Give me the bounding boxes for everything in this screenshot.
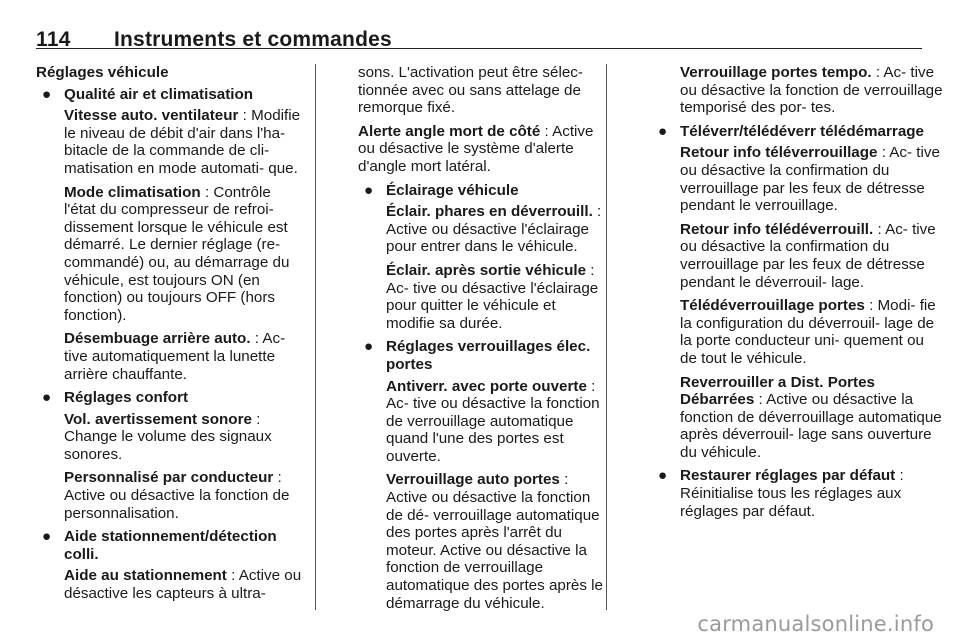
paragraph [652,221,944,291]
term: Éclair. après sortie véhicule [386,261,587,279]
page-title: Instruments et commandes [114,28,392,51]
bullet-title: Restaurer réglages par défaut [680,467,896,485]
description: : Change le volume des signaux sonores. [64,410,272,463]
paragraph [358,123,604,176]
paragraph [36,567,304,602]
paragraph [652,374,944,462]
description: : Contrôle l'état du compresseur de refroi- dissement lorsque le véhicule est démarré. Le dernier réglage (re- commandé) ou, au démarrage du véhicule, est toujours ON (en fonction) ou toujours OFF (hors fonction). [64,183,290,324]
term: Verrouillage portes tempo. [680,64,872,81]
watermark: carmanualsonline.info [697,612,934,636]
term: Éclair. phares en déverrouill. [386,203,593,221]
paragraph [36,107,304,177]
description: : Ac- tive ou désactive la fonction de verrouillage temporisé des por- tes. [680,64,943,117]
bullet-icon: ● [42,528,52,546]
term: Télédéverrouillage portes [680,297,865,315]
description: : Modi- fie la configuration du déverrouil- lage de la porte conducteur uni- quement ou de tout le véhicule. [680,297,936,367]
description: : Ac- tive ou désactive la fonction de verrouillage automatique quand l'une des portes est ouverte. [386,377,600,465]
description: : Active ou désactive la fonction de personnalisation. [64,469,290,522]
paragraph [36,411,304,464]
bullet-item [358,338,604,373]
bullet-icon: ● [42,85,52,103]
paragraph [652,64,944,117]
bullet-title: Éclairage véhicule [386,181,519,199]
paragraph [36,330,304,383]
paragraph [358,203,604,256]
bullet-icon: ● [42,389,52,407]
column-2 [358,64,604,618]
term: Personnalisé par conducteur [64,469,274,487]
bullet-item [652,123,944,141]
bullet-icon: ● [364,181,374,199]
paragraph [358,471,604,612]
column-divider-1 [315,64,316,610]
paragraph [652,297,944,367]
term: Retour info téléverrouillage [680,144,878,162]
description: : Ac- tive ou désactive la confirmation du verrouillage par les feux de détresse pendant le verrouillage. [680,144,940,215]
bullet-item [36,389,304,407]
description: : Active ou désactive les capteurs à ultra- [64,567,302,603]
term: Reverrouiller a Dist. Portes Débarrées [680,373,875,409]
bullet-title: Téléverr/télédéverr télédémarrage [680,122,924,140]
term: Aide au stationnement [64,567,227,585]
description: : Active ou désactive le système d'alerte d'angle mort latéral. [358,122,594,175]
term: Retour info télédéverrouill. [680,220,874,238]
paragraph [36,184,304,325]
paragraph [358,378,604,466]
term: Vol. avertissement sonore [64,410,252,428]
paragraph [358,64,604,117]
bullet-item [36,528,304,563]
page-number: 114 [36,28,71,51]
column-divider-2 [606,64,607,610]
section-title: Réglages véhicule [36,64,169,81]
description: sons. L'activation peut être sélec- tionnée avec ou sans attelage de remorque fixé. [358,64,583,117]
bullet-item [652,467,944,520]
term: Antiverr. avec porte ouverte [386,377,587,395]
description: : Réinitialise tous les réglages aux réglages par défaut. [680,467,904,520]
paragraph [36,469,304,522]
term: Alerte angle mort de côté [358,122,541,140]
paragraph [652,144,944,214]
bullet-icon: ● [658,467,668,485]
column-3 [652,64,944,524]
term: Désembuage arrière auto. [64,330,251,348]
paragraph [358,262,604,332]
page-header [36,0,922,49]
term: Vitesse auto. ventilateur [64,107,239,125]
description: : Modifie le niveau de débit d'air dans l'ha- bitacle de la commande de cli- matisation en mode automati- que. [64,107,301,177]
bullet-title: Réglages verrouillages élec. portes [386,338,591,373]
description: : Ac- tive ou désactive l'éclairage pour quitter le véhicule et modifie sa durée. [386,261,599,332]
description: : Ac- tive automatiquement la lunette arrière chauffante. [64,330,286,383]
bullet-item [36,86,304,104]
term: Verrouillage auto portes [386,471,560,489]
bullet-item [358,182,604,200]
description: : Active ou désactive la fonction de déverrouillage automatique après déverrouil- lage sans ouverture du véhicule. [680,391,942,461]
bullet-icon: ● [658,122,668,140]
term: Mode climatisation [64,183,201,201]
bullet-title: Réglages confort [64,389,189,407]
bullet-title: Qualité air et climatisation [64,85,254,103]
bullet-icon: ● [364,338,374,356]
description: : Active ou désactive la fonction de dé- verrouillage automatique des portes après l'arrêt du moteur. Active ou désactive la fonction de verrouillage automatique des portes après le démarrage du véhicule. [386,471,603,612]
description: : Ac- tive ou désactive la confirmation du verrouillage par les feux de détresse pendant le déverrouil- lage. [680,220,936,291]
description: : Active ou désactive l'éclairage pour entrer dans le véhicule. [386,203,602,256]
column-1 [36,64,304,609]
bullet-title: Aide stationnement/détection colli. [64,528,277,563]
